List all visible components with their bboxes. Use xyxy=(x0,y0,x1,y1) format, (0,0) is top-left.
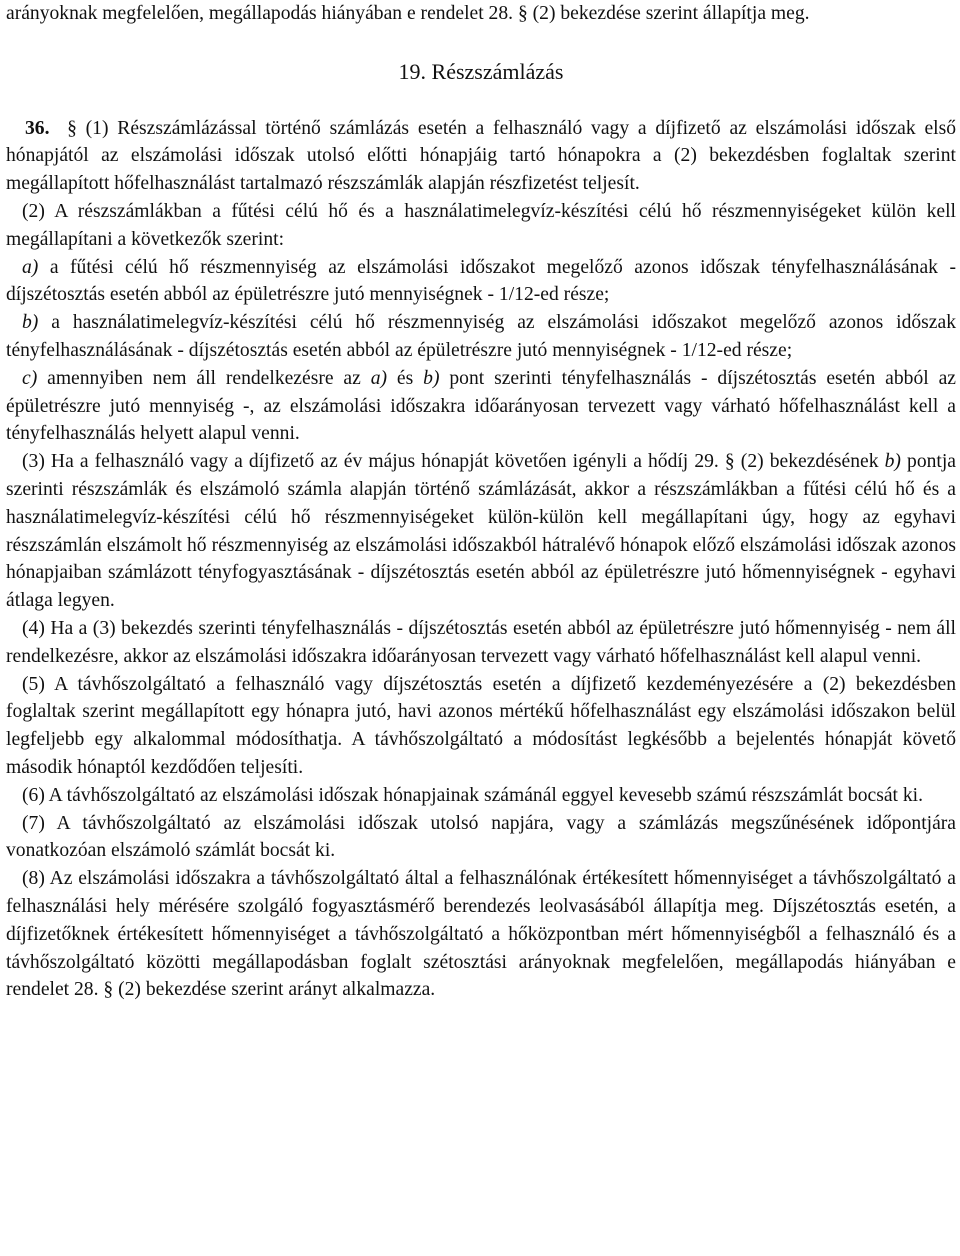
item-c-text-2: és xyxy=(387,367,424,389)
item-c-ref-b: b) xyxy=(423,367,440,389)
section-heading-text: 19. Részszámlázás xyxy=(398,58,564,84)
paragraph-3-part-2: pontja szerinti részszámlák és elszámoló számla alapján történő számlázását, akkor a részszámlákban a fűtési célú hő és a használatimelegvíz-készítési célú hő részmennyiségeket külön-külön kell megállapítani úgy, hogy az egyhavi részszámlán elszámolt hő részmennyiség az elszámolási időszakból hátralévő hónapok előző elszámolási időszak azonos hónapjaiban számlázott tényfogyasztásának - díjszétosztás esetén abból az épületrészre jutó hőmennyiségnek - egyhavi átlaga legyen. xyxy=(6,451,956,612)
item-c-ref-a: a) xyxy=(370,367,388,389)
paragraph-1 xyxy=(6,115,956,198)
item-c-text-1: amennyiben nem áll rendelkezésre az xyxy=(37,367,371,389)
item-b-text: a használatimelegvíz-készítési célú hő részmennyiség az elszámolási időszakot megelőző azonos időszak tényfelhasználásának - díjszétosztás esetén abból az épületrészre jutó mennyiségnek - 1/12-ed része; xyxy=(6,312,956,361)
article-number: 36. xyxy=(25,117,50,139)
paragraph-3 xyxy=(6,448,956,615)
paragraph-3-part-1: (3) Ha a felhasználó vagy a díjfizető az év május hónapját követően igényli a hődíj 29. § (2) bekezdésének xyxy=(22,451,885,473)
item-c-text-3: pont szerinti tényfelhasználás - díjszétosztás esetén abból az épületrészre jutó mennyiség -, az elszámolási időszakra időarányosan tervezett vagy várható hőfelhasználást kell a tényfelhasználás helyett alapul venni. xyxy=(6,367,956,445)
item-c-label: c) xyxy=(22,367,38,389)
section-heading xyxy=(6,58,956,88)
item-a-label: a) xyxy=(22,256,39,278)
paragraph-7: (7) A távhőszolgáltató az elszámolási időszak utolsó napjára, vagy a számlázás megszűnésének időpontjára vonatkozóan elszámoló számlát bocsát ki. xyxy=(6,812,956,862)
item-a-text: a fűtési célú hő részmennyiség az elszámolási időszakot megelőző azonos időszak tényfelhasználásának - díjszétosztás esetén abból az épületrészre jutó mennyiségnek - 1/12-ed része; xyxy=(6,256,956,306)
paragraph-3-ref-b: b) xyxy=(884,451,901,473)
top-fragment: arányoknak megfelelően, megállapodás hiányában e rendelet 28. § (2) bekezdése szerint állapítja meg. xyxy=(6,3,810,24)
item-b-label: b) xyxy=(22,312,39,334)
item-c xyxy=(6,365,956,448)
paragraph-1-text: § (1) Részszámlázással történő számlázás esetén a felhasználó vagy a díjfizető az elszámolási időszak első hónapjától az elszámolási időszak utolsó előtti hónapjáig tartó hónapokra a (2) bekezdésben foglaltak szerint megállapított hőfelhasználást tartalmazó részszámlák alapján részfizetést teljesít. xyxy=(6,117,957,195)
paragraph-8: (8) Az elszámolási időszakra a távhőszolgáltató által a felhasználónak értékesített hőmennyiséget a távhőszolgáltató a felhasználási hely mérésére szolgáló fogyasztásmérő berendezés leolvasásából állapítja meg. Díjszétosztás esetén, a díjfizetőknek értékesített hőmennyiséget a távhőszolgáltató a hőközpontban mért hőmennyiségből a felhasználó és a távhőszolgáltató közötti megállapodásban foglalt szétosztási arányoknak megfelelően, megállapodás hiányában e rendelet 28. § (2) bekezdése szerint arányt alkalmazza. xyxy=(6,868,956,1001)
item-a xyxy=(6,254,956,310)
item-b xyxy=(6,309,956,365)
paragraph-5: (5) A távhőszolgáltató a felhasználó vagy díjszétosztás esetén a díjfizető kezdeményezésére a (2) bekezdésben foglaltak szerint megállapított egy hónapra jutó, havi azonos mértékű hőfelhasználást egy elszámolási időszakon belül legfeljebb egy alkalommal módosíthatja. A távhőszolgáltató a módosítást legkésőbb a bejelentés hónapját követő második hónaptól kezdődően teljesíti. xyxy=(6,673,956,778)
paragraph-6: (6) A távhőszolgáltató az elszámolási időszak hónapjainak számánál eggyel kevesebb számú részszámlát bocsát ki. xyxy=(22,784,923,806)
paragraph-2: (2) A részszámlákban a fűtési célú hő és a használatimelegvíz-készítési célú hő részmennyiségeket külön kell megállapítani a következők szerint: xyxy=(6,200,956,250)
paragraph-4: (4) Ha a (3) bekezdés szerinti tényfelhasználás - díjszétosztás esetén abból az épületrészre jutó hőmennyiség - nem áll rendelkezésre, akkor az elszámolási időszakra időarányosan tervezett vagy várható hőfelhasználást kell alapul venni. xyxy=(6,617,956,667)
